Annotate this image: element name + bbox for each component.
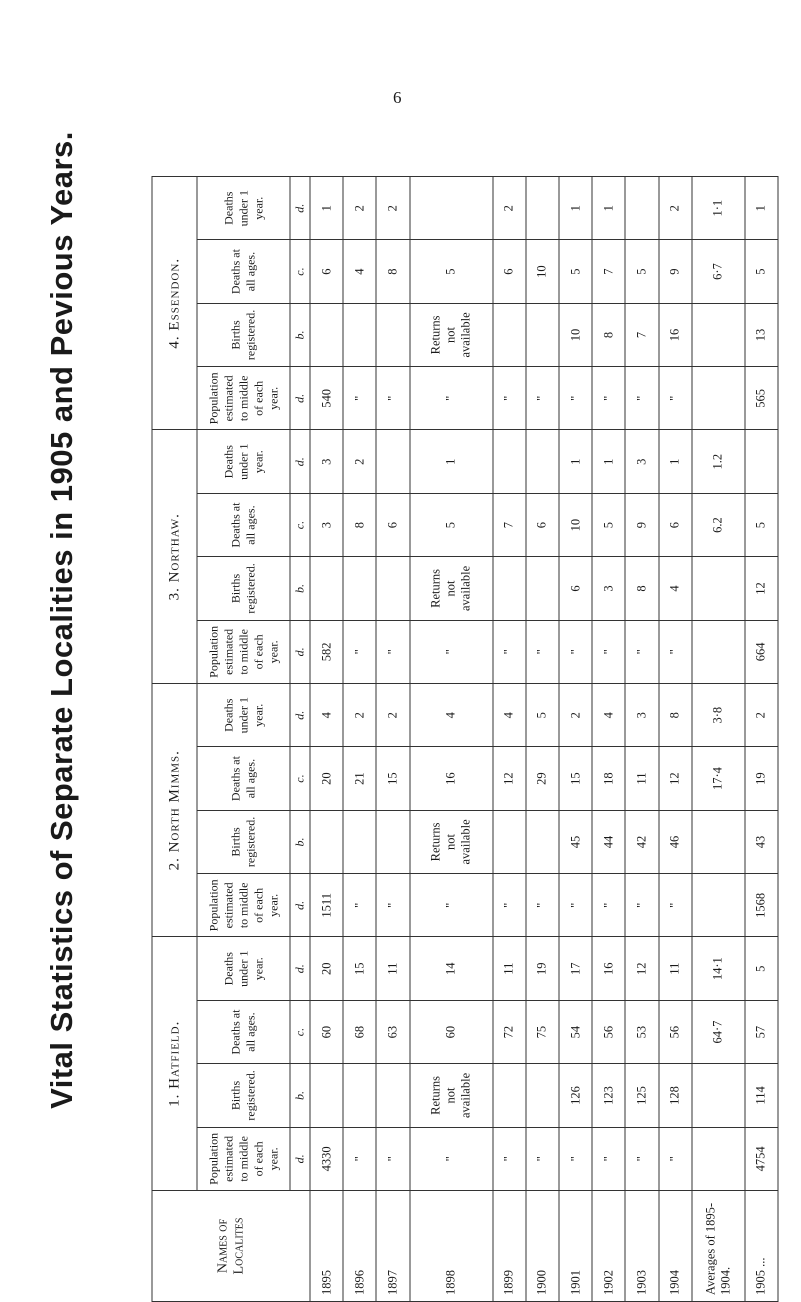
table-cell: " — [592, 367, 625, 430]
rotated-table-container — [151, 176, 778, 1302]
averages-row-cell: 3·8 — [691, 684, 744, 747]
table-cell: " — [343, 620, 376, 683]
column-header-1-4: Deaths under 1 year. — [197, 937, 290, 1000]
table-cell: 8 — [625, 557, 658, 620]
table-cell: 21 — [343, 747, 376, 810]
table-cell: 126 — [558, 1064, 591, 1127]
year-1905-row-cell: 114 — [744, 1064, 777, 1127]
table-cell: 9 — [658, 240, 691, 303]
table-cell: 1 — [658, 430, 691, 493]
table-cell — [376, 557, 409, 620]
table-cell: 53 — [625, 1000, 658, 1063]
column-header-2-3: Deaths at all ages. — [197, 747, 290, 810]
header-names-of-localities: Names of Localites — [152, 1191, 310, 1302]
year-1905-row-cell: 5 — [744, 240, 777, 303]
column-unit-4-4: d. — [290, 177, 310, 240]
table-cell — [492, 430, 525, 493]
column-header-3-3: Deaths at all ages. — [197, 493, 290, 556]
table-cell: 1 — [409, 430, 492, 493]
table-cell: 46 — [658, 810, 691, 873]
year-1905-row-cell: 1 — [744, 177, 777, 240]
table-cell — [492, 1064, 525, 1127]
table-cell: 7 — [492, 493, 525, 556]
table-cell: " — [409, 367, 492, 430]
table-cell: 10 — [558, 303, 591, 366]
table-cell: 20 — [310, 747, 343, 810]
averages-row-cell: 14·1 — [691, 937, 744, 1000]
table-cell: " — [376, 620, 409, 683]
averages-row-cell: 6·7 — [691, 240, 744, 303]
table-cell: 11 — [658, 937, 691, 1000]
table-cell: 4 — [492, 684, 525, 747]
table-cell — [409, 177, 492, 240]
table-cell: " — [492, 620, 525, 683]
subheader-row — [197, 177, 290, 1302]
table-cell: Returns not available — [409, 303, 492, 366]
table-cell: " — [625, 874, 658, 937]
column-header-2-2: Births registered. — [197, 810, 290, 873]
column-unit-2-2: b. — [290, 810, 310, 873]
column-header-1-3: Deaths at all ages. — [197, 1000, 290, 1063]
table-cell: Returns not available — [409, 1064, 492, 1127]
year-1905-row-cell: 19 — [744, 747, 777, 810]
table-cell: 1 — [592, 177, 625, 240]
column-unit-3-2: b. — [290, 557, 310, 620]
table-cell — [343, 557, 376, 620]
table-cell: 8 — [343, 493, 376, 556]
averages-row-cell: 6.2 — [691, 493, 744, 556]
table-cell: 68 — [343, 1000, 376, 1063]
table-cell: 2 — [558, 684, 591, 747]
year-1905-row-cell: 5 — [744, 937, 777, 1000]
averages-row-cell: 1.2 — [691, 430, 744, 493]
table-cell — [376, 303, 409, 366]
table-cell: " — [558, 874, 591, 937]
column-unit-1-4: d. — [290, 937, 310, 1000]
table-cell: 11 — [492, 937, 525, 1000]
table-cell — [525, 1064, 558, 1127]
table-cell: 540 — [310, 367, 343, 430]
column-header-4-3: Deaths at all ages. — [197, 240, 290, 303]
table-cell: 2 — [343, 177, 376, 240]
unit-row — [290, 177, 310, 1302]
page-number: 6 — [393, 88, 402, 107]
table-cell: " — [558, 620, 591, 683]
year-1905-row-cell: 57 — [744, 1000, 777, 1063]
table-cell: Returns not available — [409, 810, 492, 873]
column-unit-4-2: b. — [290, 303, 310, 366]
table-cell: 4 — [343, 240, 376, 303]
table-cell: 16 — [592, 937, 625, 1000]
table-cell: 8 — [592, 303, 625, 366]
table-cell — [525, 303, 558, 366]
table-cell: " — [625, 620, 658, 683]
table-cell: 5 — [409, 240, 492, 303]
table-cell: 1 — [310, 177, 343, 240]
year-1905-row — [744, 177, 777, 1302]
table-cell: 14 — [409, 937, 492, 1000]
year-label: 1902 — [592, 1191, 625, 1302]
table-cell: Returns not available — [409, 557, 492, 620]
table-row — [525, 177, 558, 1302]
table-cell: 3 — [310, 493, 343, 556]
table-cell: 4 — [310, 684, 343, 747]
year-label: 1901 — [558, 1191, 591, 1302]
table-body — [310, 177, 778, 1302]
table-cell: 1511 — [310, 874, 343, 937]
table-cell: " — [558, 367, 591, 430]
table-cell — [525, 430, 558, 493]
table-cell: 15 — [376, 747, 409, 810]
table-cell: " — [492, 1127, 525, 1190]
averages-row-cell — [691, 303, 744, 366]
table-cell: " — [658, 367, 691, 430]
table-cell: 1 — [558, 177, 591, 240]
table-row — [492, 177, 525, 1302]
table-stage — [151, 176, 778, 1302]
table-cell: " — [343, 874, 376, 937]
table-cell: 1 — [592, 430, 625, 493]
table-cell: " — [343, 367, 376, 430]
table-cell — [525, 810, 558, 873]
table-cell: 4 — [658, 557, 691, 620]
table-cell: 5 — [525, 684, 558, 747]
table-cell — [310, 303, 343, 366]
table-cell: 60 — [409, 1000, 492, 1063]
locality-header-2: 2. North Mimms. — [152, 684, 197, 938]
table-cell: 3 — [625, 684, 658, 747]
table-cell — [343, 810, 376, 873]
table-cell: 5 — [558, 240, 591, 303]
column-unit-1-3: c. — [290, 1000, 310, 1063]
table-cell: " — [558, 1127, 591, 1190]
column-header-3-4: Deaths under 1 year. — [197, 430, 290, 493]
table-cell — [525, 177, 558, 240]
year-1905-row-cell: 13 — [744, 303, 777, 366]
locality-header-4: 4. Essendon. — [152, 177, 197, 431]
table-cell — [492, 303, 525, 366]
table-cell: 18 — [592, 747, 625, 810]
vital-statistics-table — [151, 176, 778, 1302]
table-cell: 12 — [625, 937, 658, 1000]
table-cell: " — [625, 367, 658, 430]
column-unit-2-3: c. — [290, 747, 310, 810]
averages-row-cell — [691, 874, 744, 937]
table-cell: 11 — [376, 937, 409, 1000]
table-cell: 8 — [658, 684, 691, 747]
table-cell: 6 — [525, 493, 558, 556]
averages-row-cell — [691, 1064, 744, 1127]
table-cell: " — [525, 620, 558, 683]
averages-row-cell: 17·4 — [691, 747, 744, 810]
year-1905-row-cell: 565 — [744, 367, 777, 430]
year-1905-row-cell — [744, 430, 777, 493]
table-cell: 11 — [625, 747, 658, 810]
averages-row-cell — [691, 367, 744, 430]
table-row — [625, 177, 658, 1302]
year-1905-row-cell: 4754 — [744, 1127, 777, 1190]
table-row — [658, 177, 691, 1302]
table-cell: 5 — [625, 240, 658, 303]
averages-row-cell — [691, 810, 744, 873]
table-cell: " — [376, 874, 409, 937]
table-cell: 56 — [658, 1000, 691, 1063]
table-cell — [376, 810, 409, 873]
table-cell: 15 — [558, 747, 591, 810]
year-1905-row-label: 1905 ... — [744, 1191, 777, 1302]
table-row — [310, 177, 343, 1302]
table-row — [592, 177, 625, 1302]
table-cell: 3 — [310, 430, 343, 493]
table-cell: 128 — [658, 1064, 691, 1127]
table-cell: 2 — [343, 430, 376, 493]
column-unit-1-2: b. — [290, 1064, 310, 1127]
column-header-4-2: Births registered. — [197, 303, 290, 366]
table-cell — [492, 810, 525, 873]
year-label: 1896 — [343, 1191, 376, 1302]
year-label: 1900 — [525, 1191, 558, 1302]
year-1905-row-cell: 1568 — [744, 874, 777, 937]
table-cell: 12 — [492, 747, 525, 810]
table-cell: " — [592, 1127, 625, 1190]
table-cell: " — [658, 874, 691, 937]
table-cell — [376, 1064, 409, 1127]
locality-header-3: 3. Northaw. — [152, 430, 197, 684]
table-cell: 42 — [625, 810, 658, 873]
table-cell: " — [409, 874, 492, 937]
year-label: 1899 — [492, 1191, 525, 1302]
table-row — [376, 177, 409, 1302]
table-cell: 17 — [558, 937, 591, 1000]
table-row — [558, 177, 591, 1302]
table-cell: 56 — [592, 1000, 625, 1063]
table-cell: 6 — [492, 240, 525, 303]
table-cell: 6 — [376, 493, 409, 556]
averages-row-cell — [691, 620, 744, 683]
table-cell — [492, 557, 525, 620]
averages-row-cell: 1·1 — [691, 177, 744, 240]
table-cell: 16 — [409, 747, 492, 810]
table-cell: 582 — [310, 620, 343, 683]
column-header-1-2: Births registered. — [197, 1064, 290, 1127]
table-cell — [343, 303, 376, 366]
table-cell — [310, 810, 343, 873]
column-header-3-2: Births registered. — [197, 557, 290, 620]
year-1905-row-cell: 43 — [744, 810, 777, 873]
table-cell: 8 — [376, 240, 409, 303]
column-header-4-1: Population estimated to middle of each year. — [197, 367, 290, 430]
column-header-2-4: Deaths under 1 year. — [197, 684, 290, 747]
table-cell: 10 — [558, 493, 591, 556]
table-cell: 1 — [558, 430, 591, 493]
locality-header-1: 1. Hatfield. — [152, 937, 197, 1191]
year-label: 1895 — [310, 1191, 343, 1302]
table-cell: " — [376, 1127, 409, 1190]
table-cell: 75 — [525, 1000, 558, 1063]
table-cell: 7 — [625, 303, 658, 366]
column-unit-4-1: d. — [290, 367, 310, 430]
column-unit-2-4: d. — [290, 684, 310, 747]
table-row — [343, 177, 376, 1302]
column-header-4-4: Deaths under 1 year. — [197, 177, 290, 240]
page-title: Vital Statistics of Separate Localities in 1905 and Pevious Years. — [44, 131, 79, 1109]
year-1905-row-cell: 2 — [744, 684, 777, 747]
table-cell: 19 — [525, 937, 558, 1000]
table-cell: 44 — [592, 810, 625, 873]
table-cell: 12 — [658, 747, 691, 810]
year-1905-row-cell: 12 — [744, 557, 777, 620]
table-cell — [376, 430, 409, 493]
table-cell: 16 — [658, 303, 691, 366]
table-cell: 10 — [525, 240, 558, 303]
table-cell: 3 — [592, 557, 625, 620]
table-cell: 63 — [376, 1000, 409, 1063]
year-label: 1904 — [658, 1191, 691, 1302]
table-cell: 15 — [343, 937, 376, 1000]
column-unit-3-3: c. — [290, 493, 310, 556]
table-cell: 2 — [343, 684, 376, 747]
column-header-2-1: Population estimated to middle of each year. — [197, 874, 290, 937]
table-cell: " — [592, 620, 625, 683]
table-cell: " — [409, 620, 492, 683]
table-cell: " — [658, 620, 691, 683]
table-cell: " — [525, 1127, 558, 1190]
table-cell: 2 — [376, 684, 409, 747]
averages-row-cell — [691, 557, 744, 620]
table-row — [409, 177, 492, 1302]
table-cell: 6 — [310, 240, 343, 303]
column-unit-3-1: d. — [290, 620, 310, 683]
table-cell: 3 — [625, 430, 658, 493]
table-cell — [525, 557, 558, 620]
averages-row — [691, 177, 744, 1302]
table-cell: 29 — [525, 747, 558, 810]
table-cell: 2 — [376, 177, 409, 240]
averages-row-cell — [691, 1127, 744, 1190]
table-cell: " — [592, 874, 625, 937]
table-cell — [310, 557, 343, 620]
averages-row-cell: 64·7 — [691, 1000, 744, 1063]
table-cell: 2 — [658, 177, 691, 240]
table-cell: 4 — [592, 684, 625, 747]
averages-row-label: Averages of 1895-1904. — [691, 1191, 744, 1302]
column-header-1-1: Population estimated to middle of each year. — [197, 1127, 290, 1190]
column-unit-3-4: d. — [290, 430, 310, 493]
table-cell: " — [658, 1127, 691, 1190]
table-cell: 60 — [310, 1000, 343, 1063]
table-cell: 72 — [492, 1000, 525, 1063]
table-cell: 20 — [310, 937, 343, 1000]
table-cell: 4 — [409, 684, 492, 747]
table-cell: 125 — [625, 1064, 658, 1127]
table-cell: 5 — [409, 493, 492, 556]
table-cell: 4330 — [310, 1127, 343, 1190]
table-cell: " — [525, 874, 558, 937]
table-cell — [343, 1064, 376, 1127]
table-cell: 7 — [592, 240, 625, 303]
table-cell — [625, 177, 658, 240]
table-cell: " — [492, 367, 525, 430]
table-cell: 6 — [658, 493, 691, 556]
year-label: 1903 — [625, 1191, 658, 1302]
table-cell: 6 — [558, 557, 591, 620]
table-cell: " — [343, 1127, 376, 1190]
year-label: 1897 — [376, 1191, 409, 1302]
table-cell: " — [492, 874, 525, 937]
table-cell: " — [625, 1127, 658, 1190]
year-1905-row-cell: 664 — [744, 620, 777, 683]
table-cell — [310, 1064, 343, 1127]
table-cell: " — [525, 367, 558, 430]
table-cell: 123 — [592, 1064, 625, 1127]
column-unit-1-1: d. — [290, 1127, 310, 1190]
year-1905-row-cell: 5 — [744, 493, 777, 556]
column-header-3-1: Population estimated to middle of each year. — [197, 620, 290, 683]
table-cell: 45 — [558, 810, 591, 873]
year-label: 1898 — [409, 1191, 492, 1302]
table-cell: 9 — [625, 493, 658, 556]
column-unit-4-3: c. — [290, 240, 310, 303]
column-unit-2-1: d. — [290, 874, 310, 937]
table-cell: 54 — [558, 1000, 591, 1063]
table-cell: 5 — [592, 493, 625, 556]
table-cell: " — [376, 367, 409, 430]
table-cell: " — [409, 1127, 492, 1190]
table-cell: 2 — [492, 177, 525, 240]
